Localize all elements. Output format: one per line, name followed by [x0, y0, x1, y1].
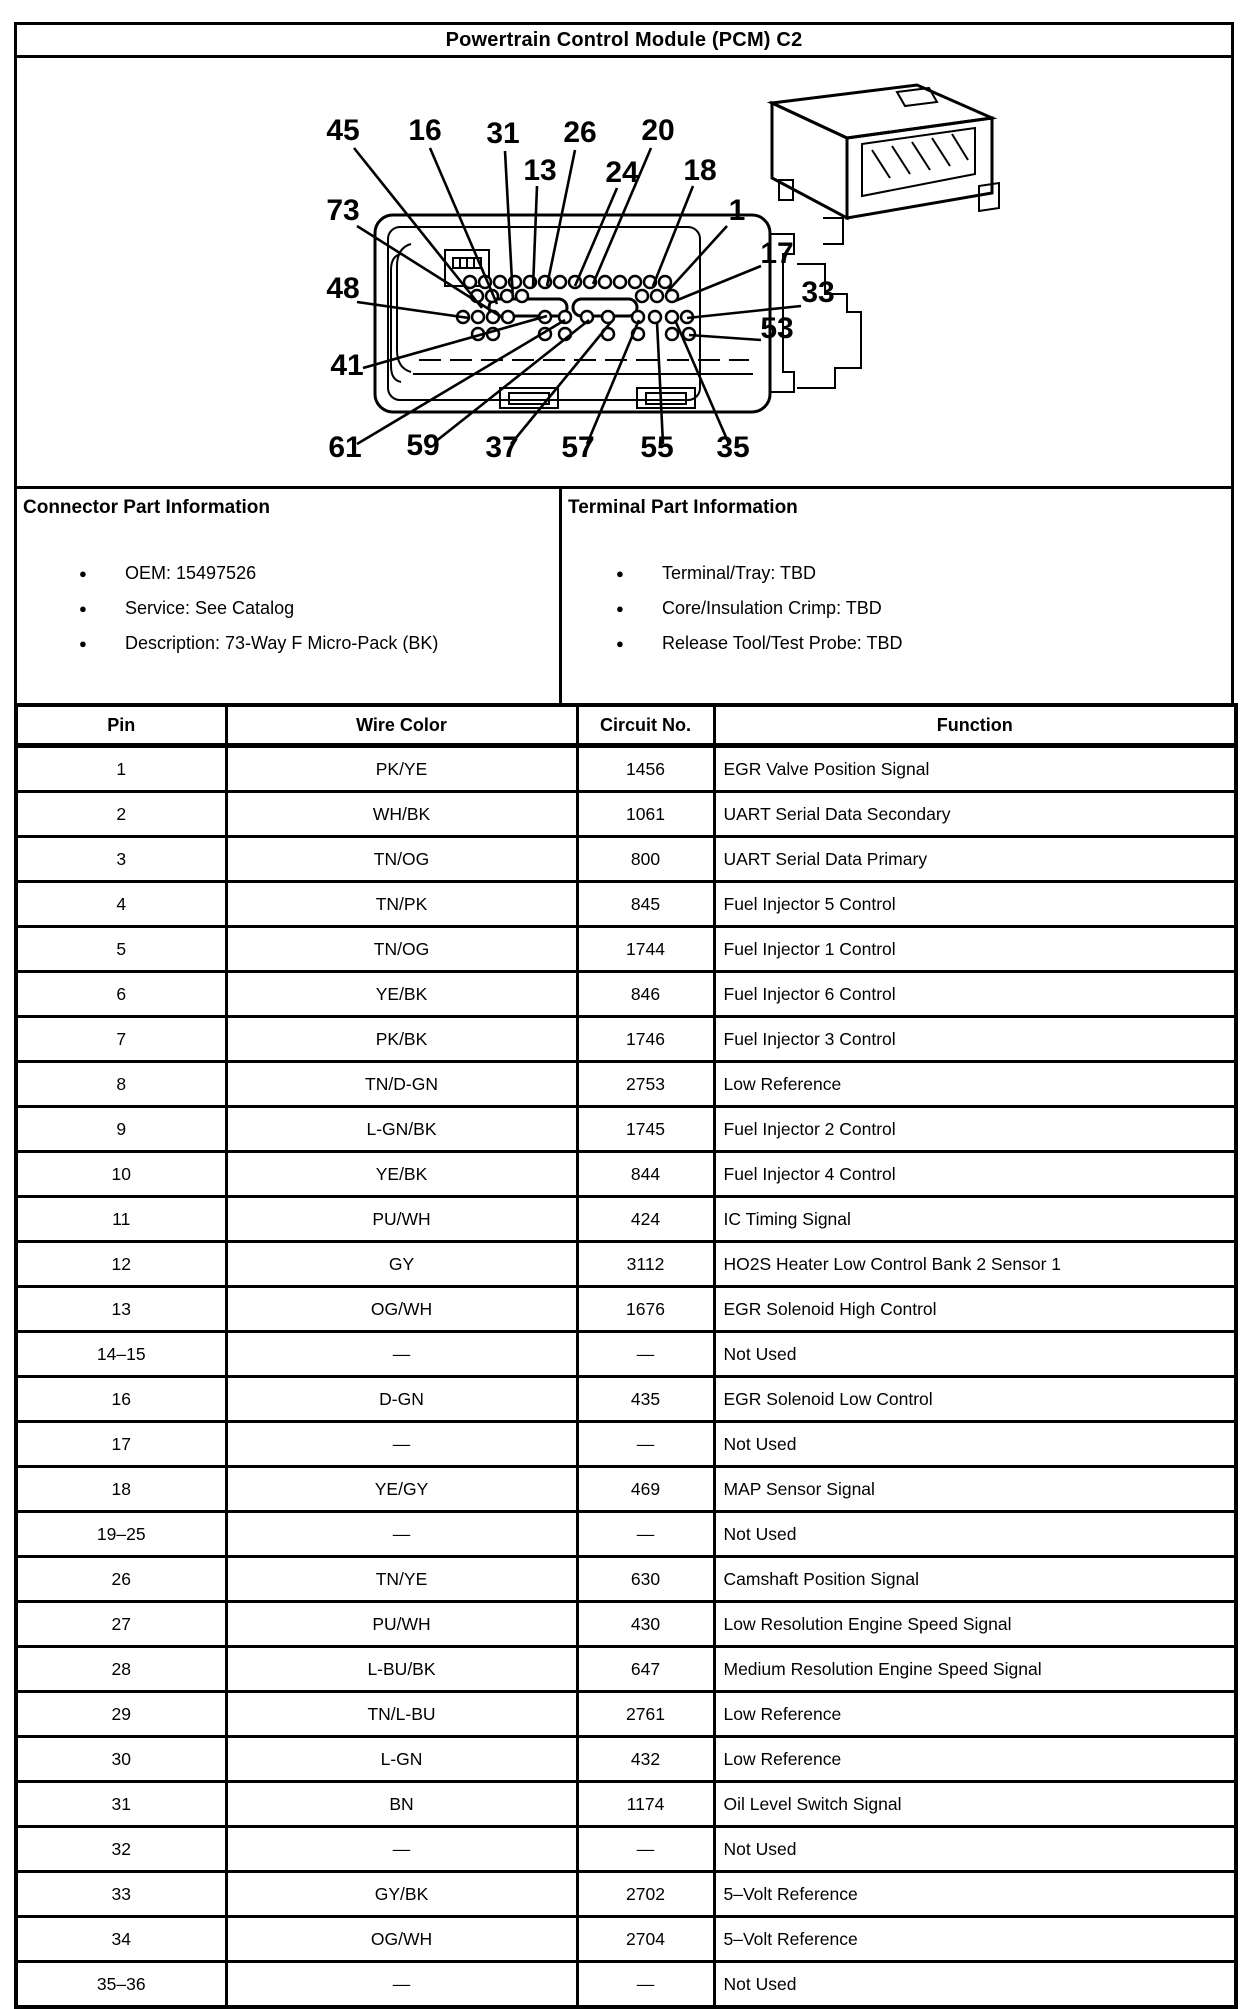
wire-color-cell: —	[226, 1512, 577, 1557]
wire-color-cell: —	[226, 1962, 577, 2008]
callout-leader-line	[675, 320, 729, 444]
pin-cell: 34	[16, 1917, 226, 1962]
table-row	[16, 1017, 1236, 1062]
function-cell: Not Used	[714, 1827, 1236, 1872]
circuit-no-column-header: Circuit No.	[577, 705, 714, 746]
function-cell: Fuel Injector 3 Control	[714, 1017, 1236, 1062]
pin-cavity	[636, 290, 648, 302]
pin-cell: 7	[16, 1017, 226, 1062]
pin-callout-label: 20	[641, 114, 675, 147]
pin-callout-label: 57	[561, 431, 595, 464]
function-cell: EGR Valve Position Signal	[714, 746, 1236, 792]
function-cell: Fuel Injector 1 Control	[714, 927, 1236, 972]
circuit-no-cell: 844	[577, 1152, 714, 1197]
table-row	[16, 792, 1236, 837]
wire-color-cell: OG/WH	[226, 1287, 577, 1332]
pin-cell: 8	[16, 1062, 226, 1107]
pin-cavity	[599, 276, 611, 288]
part-information-row	[14, 486, 1234, 706]
wire-color-cell: PU/WH	[226, 1197, 577, 1242]
circuit-no-cell: 845	[577, 882, 714, 927]
terminal-part-info-list	[562, 563, 1231, 654]
function-cell: Camshaft Position Signal	[714, 1557, 1236, 1602]
function-column-header: Function	[714, 705, 1236, 746]
function-cell: IC Timing Signal	[714, 1197, 1236, 1242]
table-row	[16, 1962, 1236, 2008]
function-cell: Not Used	[714, 1512, 1236, 1557]
pin-cell: 29	[16, 1692, 226, 1737]
pin-cell: 17	[16, 1422, 226, 1467]
wire-color-cell: TN/YE	[226, 1557, 577, 1602]
table-row	[16, 1692, 1236, 1737]
connector-part-info-list	[17, 563, 559, 654]
function-cell: UART Serial Data Primary	[714, 837, 1236, 882]
pin-callout-label: 26	[563, 116, 597, 149]
pin-cell: 6	[16, 972, 226, 1017]
circuit-no-cell: 3112	[577, 1242, 714, 1287]
pin-cavity	[554, 276, 566, 288]
table-row	[16, 1422, 1236, 1467]
function-cell: Low Reference	[714, 1737, 1236, 1782]
table-row	[16, 1782, 1236, 1827]
pin-cavity	[472, 311, 484, 323]
pin-cavity	[614, 276, 626, 288]
circuit-no-cell: 469	[577, 1467, 714, 1512]
circuit-no-cell: 1676	[577, 1287, 714, 1332]
function-cell: HO2S Heater Low Control Bank 2 Sensor 1	[714, 1242, 1236, 1287]
callout-leader-line	[575, 188, 617, 286]
function-cell: EGR Solenoid High Control	[714, 1287, 1236, 1332]
wire-color-cell: YE/GY	[226, 1467, 577, 1512]
wire-color-cell: WH/BK	[226, 792, 577, 837]
bullet-item: ● Terminal/Tray: TBD	[616, 563, 1231, 584]
circuit-no-cell: 846	[577, 972, 714, 1017]
table-row	[16, 1197, 1236, 1242]
wire-color-cell: YE/BK	[226, 1152, 577, 1197]
bullet-item: ● Description: 73-Way F Micro-Pack (BK)	[79, 633, 559, 654]
pin-cavity	[659, 276, 671, 288]
wire-color-cell: L-BU/BK	[226, 1647, 577, 1692]
pin-callout-label: 53	[760, 312, 794, 345]
pin-cavity	[651, 290, 663, 302]
connector-3d-view	[772, 85, 999, 218]
table-row	[16, 1647, 1236, 1692]
pin-cell: 1	[16, 746, 226, 792]
function-cell: Low Resolution Engine Speed Signal	[714, 1602, 1236, 1647]
circuit-no-cell: 424	[577, 1197, 714, 1242]
function-cell: UART Serial Data Secondary	[714, 792, 1236, 837]
pin-callout-label: 33	[801, 276, 835, 309]
pin-callout-label: 17	[760, 237, 794, 270]
table-row	[16, 1332, 1236, 1377]
wire-color-cell: L-GN	[226, 1737, 577, 1782]
circuit-no-cell: 800	[577, 837, 714, 882]
pin-cavity	[602, 311, 614, 323]
pin-callout-label: 73	[326, 194, 360, 227]
function-cell: Not Used	[714, 1422, 1236, 1467]
circuit-no-cell: 2753	[577, 1062, 714, 1107]
function-cell: Not Used	[714, 1962, 1236, 2008]
pin-cell: 4	[16, 882, 226, 927]
pin-callout-label: 55	[640, 431, 674, 464]
pin-callout-label: 45	[326, 114, 360, 147]
circuit-no-cell: 630	[577, 1557, 714, 1602]
table-row	[16, 1107, 1236, 1152]
bullet-item: ● OEM: 15497526	[79, 563, 559, 584]
pin-callout-label: 61	[328, 431, 362, 464]
table-row	[16, 1152, 1236, 1197]
function-cell: Medium Resolution Engine Speed Signal	[714, 1647, 1236, 1692]
pin-callout-label: 48	[326, 272, 360, 305]
pin-cell: 16	[16, 1377, 226, 1422]
wire-color-cell: PU/WH	[226, 1602, 577, 1647]
wire-color-cell: —	[226, 1332, 577, 1377]
pin-cell: 12	[16, 1242, 226, 1287]
pin-cell: 10	[16, 1152, 226, 1197]
circuit-no-cell: 647	[577, 1647, 714, 1692]
callout-leader-line	[505, 151, 513, 300]
wire-color-cell: —	[226, 1827, 577, 1872]
terminal-part-info-section	[559, 486, 1234, 706]
pin-callout-label: 24	[605, 156, 639, 189]
wire-color-column-header: Wire Color	[226, 705, 577, 746]
table-row	[16, 1377, 1236, 1422]
pin-column-header: Pin	[16, 705, 226, 746]
function-cell: Low Reference	[714, 1062, 1236, 1107]
connector-part-info-title: Connector Part Information	[23, 497, 271, 518]
callout-leader-line	[435, 320, 589, 442]
wire-color-cell: TN/L-BU	[226, 1692, 577, 1737]
callout-leader-line	[657, 322, 663, 444]
table-row	[16, 972, 1236, 1017]
circuit-no-cell: 2702	[577, 1872, 714, 1917]
circuit-no-cell: —	[577, 1332, 714, 1377]
wire-color-cell: TN/OG	[226, 837, 577, 882]
function-cell: Fuel Injector 6 Control	[714, 972, 1236, 1017]
wire-color-cell: GY	[226, 1242, 577, 1287]
table-row	[16, 1827, 1236, 1872]
pinout-table	[14, 703, 1238, 2009]
table-row	[16, 837, 1236, 882]
wire-color-cell: TN/D-GN	[226, 1062, 577, 1107]
circuit-no-cell: —	[577, 1827, 714, 1872]
bullet-item: ● Service: See Catalog	[79, 598, 559, 619]
pin-cell: 30	[16, 1737, 226, 1782]
pin-callout-label: 31	[486, 117, 520, 150]
pin-cavity	[501, 290, 513, 302]
table-row	[16, 882, 1236, 927]
pin-cavity	[494, 276, 506, 288]
function-cell: Low Reference	[714, 1692, 1236, 1737]
pin-cell: 2	[16, 792, 226, 837]
pin-callout-label: 59	[406, 429, 440, 462]
pinout-table-header-row	[16, 705, 1236, 746]
table-row	[16, 1872, 1236, 1917]
pin-cell: 18	[16, 1467, 226, 1512]
pin-callout-label: 37	[485, 431, 519, 464]
pin-cell: 26	[16, 1557, 226, 1602]
table-row	[16, 1557, 1236, 1602]
wire-color-cell: GY/BK	[226, 1872, 577, 1917]
circuit-no-cell: —	[577, 1962, 714, 2008]
pin-cell: 19–25	[16, 1512, 226, 1557]
circuit-no-cell: 1745	[577, 1107, 714, 1152]
wire-color-cell: YE/BK	[226, 972, 577, 1017]
pin-cell: 35–36	[16, 1962, 226, 2008]
function-cell: Oil Level Switch Signal	[714, 1782, 1236, 1827]
circuit-no-cell: —	[577, 1422, 714, 1467]
circuit-no-cell: 1744	[577, 927, 714, 972]
terminal-part-info-title: Terminal Part Information	[568, 497, 798, 518]
circuit-no-cell: 435	[577, 1377, 714, 1422]
pin-cell: 27	[16, 1602, 226, 1647]
table-row	[16, 1242, 1236, 1287]
circuit-no-cell: 2704	[577, 1917, 714, 1962]
function-cell: Not Used	[714, 1332, 1236, 1377]
pin-cavity	[649, 311, 661, 323]
pin-cell: 32	[16, 1827, 226, 1872]
circuit-no-cell: 2761	[577, 1692, 714, 1737]
pin-cell: 3	[16, 837, 226, 882]
page-title: Powertrain Control Module (PCM) C2	[14, 22, 1234, 58]
bullet-item: ● Release Tool/Test Probe: TBD	[616, 633, 1231, 654]
table-row	[16, 1512, 1236, 1557]
pin-cavity	[502, 311, 514, 323]
pin-cavity	[516, 290, 528, 302]
callout-leader-line	[675, 266, 761, 301]
connector-part-info-section	[14, 486, 562, 706]
table-row	[16, 1062, 1236, 1107]
pin-cell: 31	[16, 1782, 226, 1827]
function-cell: Fuel Injector 2 Control	[714, 1107, 1236, 1152]
function-cell: 5–Volt Reference	[714, 1872, 1236, 1917]
function-cell: Fuel Injector 4 Control	[714, 1152, 1236, 1197]
wire-color-cell: L-GN/BK	[226, 1107, 577, 1152]
pin-cell: 33	[16, 1872, 226, 1917]
pin-cell: 11	[16, 1197, 226, 1242]
function-cell: Fuel Injector 5 Control	[714, 882, 1236, 927]
table-row	[16, 927, 1236, 972]
function-cell: MAP Sensor Signal	[714, 1467, 1236, 1512]
function-cell: 5–Volt Reference	[714, 1917, 1236, 1962]
pin-cell: 9	[16, 1107, 226, 1152]
pcm-c2-document	[0, 22, 1248, 2009]
wire-color-cell: OG/WH	[226, 1917, 577, 1962]
table-row	[16, 1467, 1236, 1512]
circuit-no-cell: 1746	[577, 1017, 714, 1062]
circuit-no-cell: 1456	[577, 746, 714, 792]
table-row	[16, 1917, 1236, 1962]
pin-cell: 14–15	[16, 1332, 226, 1377]
circuit-no-cell: 432	[577, 1737, 714, 1782]
table-row	[16, 1287, 1236, 1332]
table-row	[16, 1602, 1236, 1647]
wire-color-cell: PK/BK	[226, 1017, 577, 1062]
table-row	[16, 746, 1236, 792]
connector-diagram	[14, 55, 1234, 489]
pin-cell: 5	[16, 927, 226, 972]
bullet-item: ● Core/Insulation Crimp: TBD	[616, 598, 1231, 619]
pin-cavity	[629, 276, 641, 288]
pin-callout-label: 13	[523, 154, 557, 187]
callout-leader-line	[533, 186, 537, 288]
wire-color-cell: PK/YE	[226, 746, 577, 792]
pin-callout-label: 41	[330, 349, 364, 382]
pin-callout-label: 1	[728, 194, 746, 227]
pin-callout-label: 18	[683, 154, 717, 187]
connector-diagram-svg	[17, 58, 1231, 486]
table-row	[16, 1737, 1236, 1782]
circuit-no-cell: 430	[577, 1602, 714, 1647]
wire-color-cell: TN/OG	[226, 927, 577, 972]
wire-color-cell: D-GN	[226, 1377, 577, 1422]
wire-color-cell: BN	[226, 1782, 577, 1827]
pin-cavity	[666, 328, 678, 340]
wire-color-cell: —	[226, 1422, 577, 1467]
pin-callout-label: 16	[408, 114, 442, 147]
function-cell: EGR Solenoid Low Control	[714, 1377, 1236, 1422]
pin-cell: 13	[16, 1287, 226, 1332]
circuit-no-cell: —	[577, 1512, 714, 1557]
wire-color-cell: TN/PK	[226, 882, 577, 927]
circuit-no-cell: 1174	[577, 1782, 714, 1827]
circuit-no-cell: 1061	[577, 792, 714, 837]
pin-cell: 28	[16, 1647, 226, 1692]
pin-callout-label: 35	[716, 431, 750, 464]
